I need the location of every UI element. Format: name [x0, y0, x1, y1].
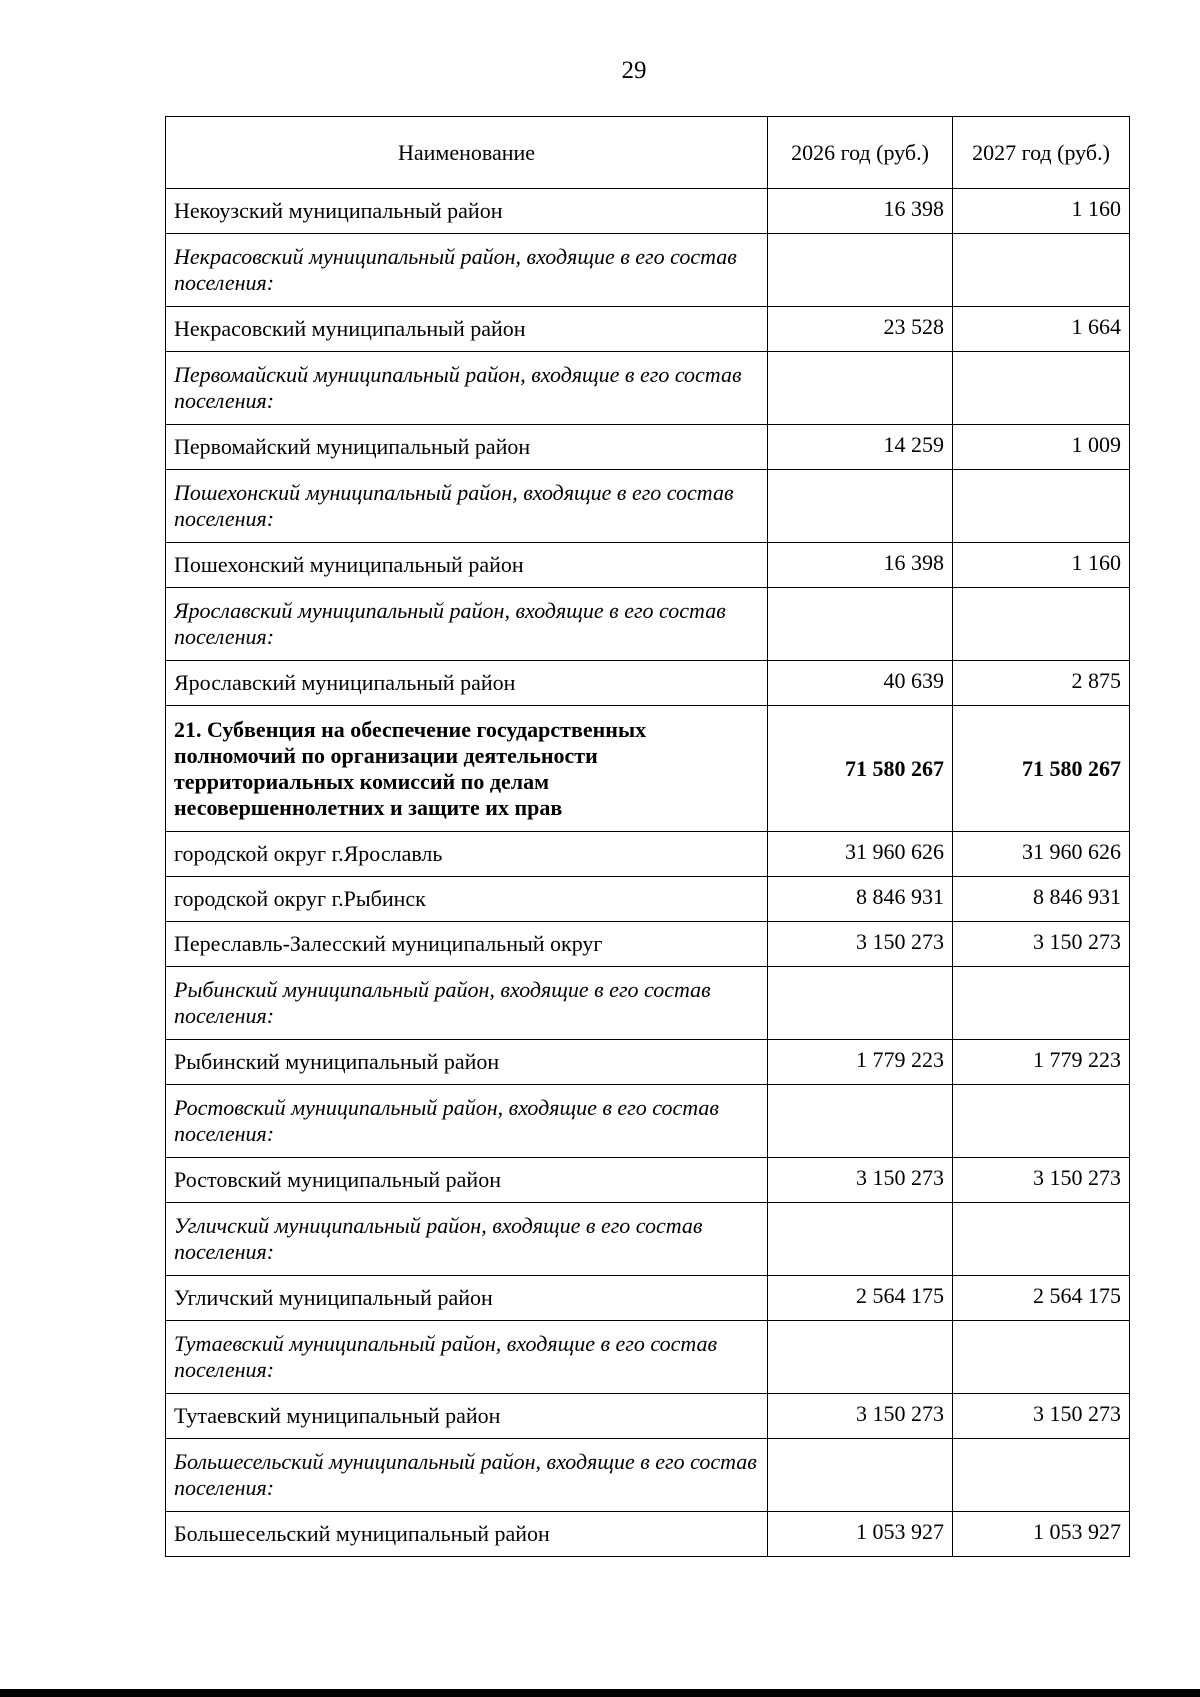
table-row — [166, 706, 1130, 832]
table-row — [166, 1158, 1130, 1203]
row-name-cell: Рыбинский муниципальный район — [166, 1040, 768, 1085]
row-2026-cell — [768, 234, 953, 307]
header-2027: 2027 год (руб.) — [953, 117, 1130, 189]
row-2026-cell: 16 398 — [768, 189, 953, 234]
table-row — [166, 1085, 1130, 1158]
header-2026: 2026 год (руб.) — [768, 117, 953, 189]
row-2027-cell — [953, 967, 1130, 1040]
row-name-cell: Переславль-Залесский муниципальный округ — [166, 922, 768, 967]
row-2026-cell — [768, 588, 953, 661]
row-name-cell: Рыбинский муниципальный район, входящие в его состав поселения: — [166, 967, 768, 1040]
row-name-cell: Большесельский муниципальный район — [166, 1512, 768, 1557]
table-row — [166, 1040, 1130, 1085]
row-name-cell: Ростовский муниципальный район — [166, 1158, 768, 1203]
table-row — [166, 922, 1130, 967]
row-name-cell: Угличский муниципальный район, входящие в его состав поселения: — [166, 1203, 768, 1276]
header-name: Наименование — [166, 117, 768, 189]
row-2027-cell: 31 960 626 — [953, 832, 1130, 877]
row-2027-cell — [953, 1085, 1130, 1158]
row-2027-cell: 1 664 — [953, 307, 1130, 352]
row-name-cell: Некрасовский муниципальный район, входящие в его состав поселения: — [166, 234, 768, 307]
row-2026-cell — [768, 352, 953, 425]
row-name-cell: городской округ г.Ярославль — [166, 832, 768, 877]
row-2026-cell: 31 960 626 — [768, 832, 953, 877]
row-2026-cell: 14 259 — [768, 425, 953, 470]
row-2027-cell: 2 564 175 — [953, 1276, 1130, 1321]
row-name-cell: Ярославский муниципальный район — [166, 661, 768, 706]
row-name-cell: Первомайский муниципальный район, входящие в его состав поселения: — [166, 352, 768, 425]
table-row — [166, 588, 1130, 661]
row-2026-cell: 3 150 273 — [768, 922, 953, 967]
row-name-cell: Некрасовский муниципальный район — [166, 307, 768, 352]
row-2027-cell — [953, 1439, 1130, 1512]
table-row — [166, 832, 1130, 877]
table-row — [166, 189, 1130, 234]
row-2026-cell: 2 564 175 — [768, 1276, 953, 1321]
table-row — [166, 1321, 1130, 1394]
table-row — [166, 877, 1130, 922]
row-name-cell: Тутаевский муниципальный район, входящие в его состав поселения: — [166, 1321, 768, 1394]
row-name-cell: Большесельский муниципальный район, входящие в его состав поселения: — [166, 1439, 768, 1512]
row-2027-cell — [953, 1321, 1130, 1394]
row-2027-cell: 8 846 931 — [953, 877, 1130, 922]
row-2027-cell: 1 160 — [953, 543, 1130, 588]
row-2026-cell — [768, 1203, 953, 1276]
row-2026-cell: 23 528 — [768, 307, 953, 352]
row-2026-cell: 16 398 — [768, 543, 953, 588]
row-2026-cell: 3 150 273 — [768, 1394, 953, 1439]
row-2027-cell: 1 160 — [953, 189, 1130, 234]
page-bottom-edge — [0, 1689, 1200, 1697]
row-name-cell: Ростовский муниципальный район, входящие в его состав поселения: — [166, 1085, 768, 1158]
row-2026-cell — [768, 1321, 953, 1394]
row-2027-cell — [953, 234, 1130, 307]
row-2026-cell — [768, 1085, 953, 1158]
table-row — [166, 234, 1130, 307]
budget-table — [165, 116, 1130, 1557]
table-row — [166, 352, 1130, 425]
row-2026-cell — [768, 470, 953, 543]
table-row — [166, 425, 1130, 470]
row-2026-cell — [768, 1439, 953, 1512]
row-2027-cell — [953, 1203, 1130, 1276]
row-name-cell: 21. Субвенция на обеспечение государственных полномочий по организации деятельности территориальных комиссий по делам несовершеннолетних и защите их прав — [166, 706, 768, 832]
row-2027-cell: 2 875 — [953, 661, 1130, 706]
row-2027-cell: 3 150 273 — [953, 922, 1130, 967]
row-name-cell: Пошехонский муниципальный район — [166, 543, 768, 588]
row-name-cell: Некоузский муниципальный район — [166, 189, 768, 234]
row-2026-cell: 3 150 273 — [768, 1158, 953, 1203]
table-body — [166, 189, 1130, 1557]
row-2026-cell: 71 580 267 — [768, 706, 953, 832]
row-name-cell: Пошехонский муниципальный район, входящие в его состав поселения: — [166, 470, 768, 543]
row-2026-cell: 40 639 — [768, 661, 953, 706]
row-2026-cell: 1 779 223 — [768, 1040, 953, 1085]
row-2027-cell: 3 150 273 — [953, 1394, 1130, 1439]
row-2027-cell — [953, 470, 1130, 543]
row-name-cell: Ярославский муниципальный район, входящие в его состав поселения: — [166, 588, 768, 661]
row-2026-cell: 1 053 927 — [768, 1512, 953, 1557]
row-2027-cell: 1 053 927 — [953, 1512, 1130, 1557]
table-row — [166, 307, 1130, 352]
row-name-cell: Угличский муниципальный район — [166, 1276, 768, 1321]
table-row — [166, 1203, 1130, 1276]
row-2027-cell: 71 580 267 — [953, 706, 1130, 832]
row-2027-cell — [953, 588, 1130, 661]
table-row — [166, 1394, 1130, 1439]
table-header-row — [166, 117, 1130, 189]
table-row — [166, 1439, 1130, 1512]
page-number: 29 — [621, 57, 647, 84]
table-row — [166, 1512, 1130, 1557]
row-2027-cell: 1 009 — [953, 425, 1130, 470]
row-2027-cell: 3 150 273 — [953, 1158, 1130, 1203]
table-row — [166, 543, 1130, 588]
row-2026-cell: 8 846 931 — [768, 877, 953, 922]
row-2026-cell — [768, 967, 953, 1040]
table-row — [166, 1276, 1130, 1321]
row-name-cell: городской округ г.Рыбинск — [166, 877, 768, 922]
table-row — [166, 967, 1130, 1040]
table-row — [166, 470, 1130, 543]
row-name-cell: Первомайский муниципальный район — [166, 425, 768, 470]
row-2027-cell: 1 779 223 — [953, 1040, 1130, 1085]
row-name-cell: Тутаевский муниципальный район — [166, 1394, 768, 1439]
row-2027-cell — [953, 352, 1130, 425]
table-row — [166, 661, 1130, 706]
